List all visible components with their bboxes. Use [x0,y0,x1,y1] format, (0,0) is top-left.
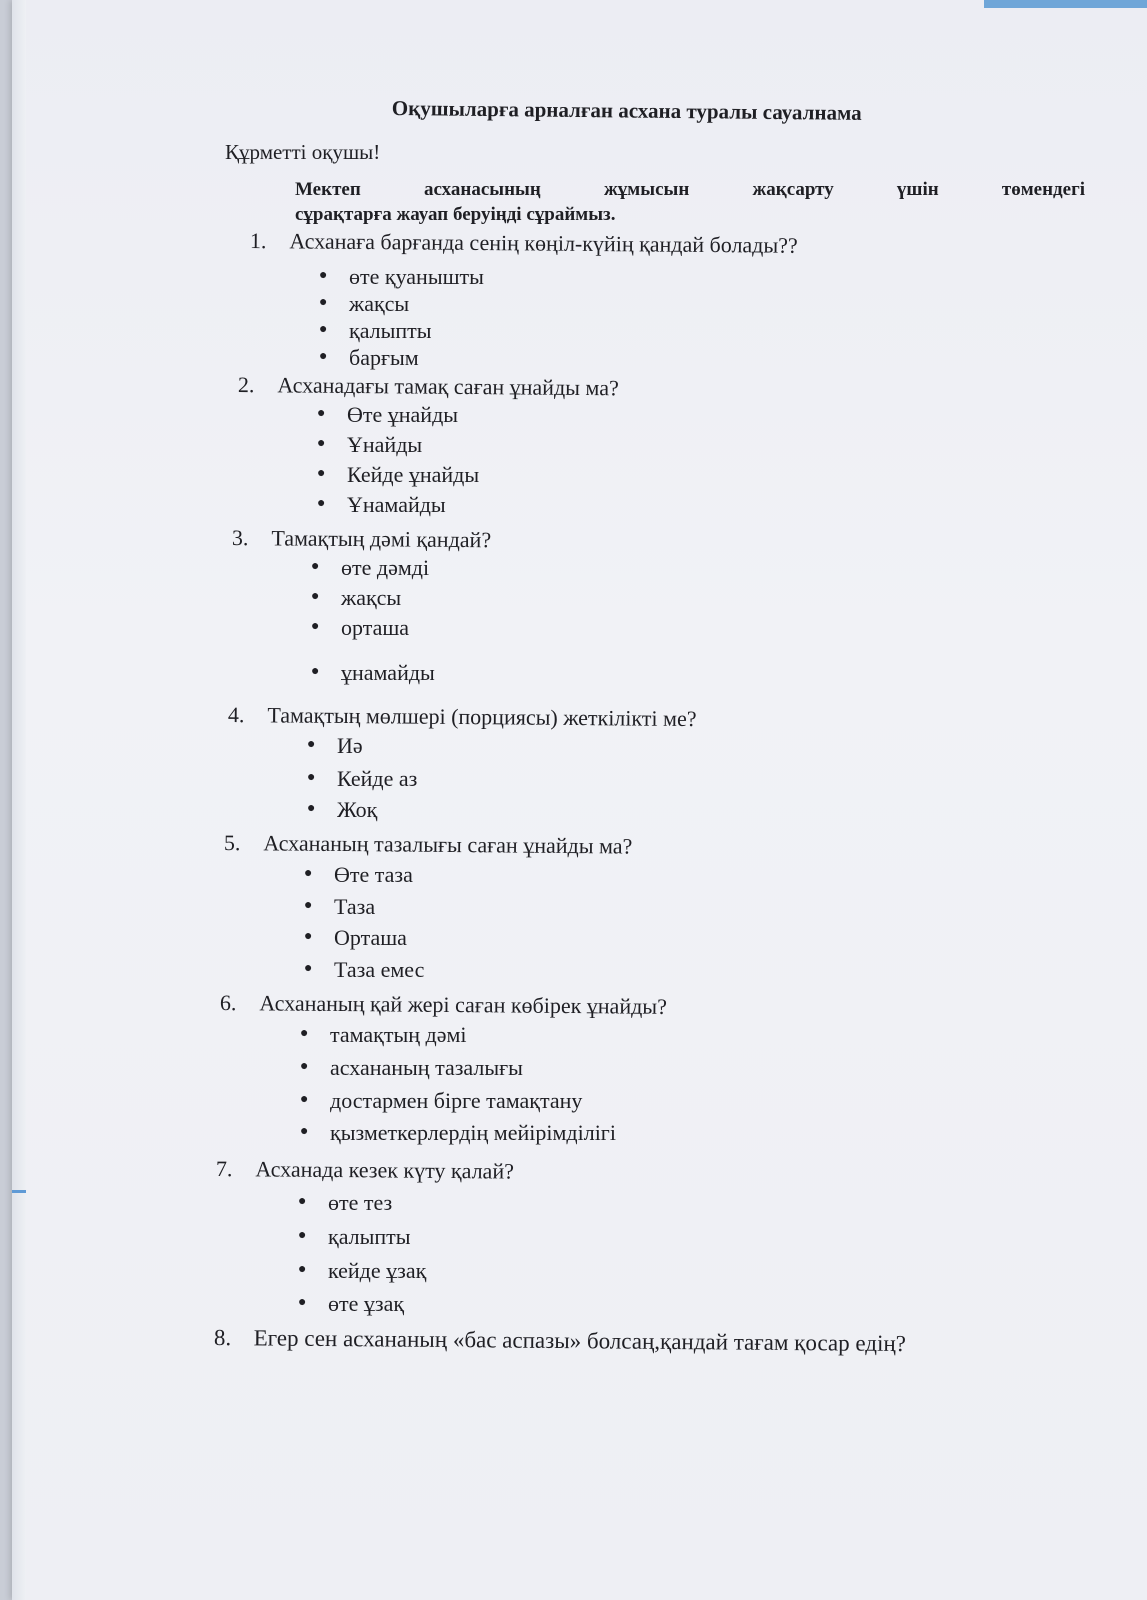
bullet-icon: ● [319,294,328,310]
option-label: Таза [334,894,376,919]
intro-text [295,177,1085,227]
option-label: Өте ұнайды [347,402,459,427]
question-number: 8. [213,1325,232,1351]
bullet-icon: ● [311,618,320,634]
option-2-3[interactable] [317,462,479,488]
intro-line-2: сұрақтарға жауап беруіңді сұраймыз. [295,204,616,225]
bullet-icon: ● [304,928,313,944]
option-label: жақсы [341,585,402,610]
option-label: тамақтың дәмі [330,1022,467,1047]
option-7-3[interactable] [298,1258,426,1284]
option-2-1[interactable] [317,402,458,428]
question-3 [232,525,491,553]
bullet-icon: ● [317,405,326,421]
bullet-icon: ● [317,495,326,511]
bullet-icon: ● [311,663,320,679]
question-number: 5. [223,830,241,856]
survey-title: Оқушыларға арналған асхана туралы сауалнама [391,96,862,125]
option-label: орташа [341,615,410,640]
option-label: Ұнамайды [347,492,446,517]
bullet-icon: ● [307,800,316,816]
greeting: Құрметті оқушы! [225,140,381,164]
option-6-2[interactable] [300,1055,523,1081]
bullet-icon: ● [317,435,326,451]
option-label: қалыпты [349,318,432,343]
question-4 [228,702,697,732]
question-number: 7. [215,1156,233,1182]
question-text: Асхананың тазалығы саған ұнайды ма? [263,830,633,859]
question-text: Асханада кезек күту қалай? [255,1156,515,1184]
question-5 [224,830,633,860]
bullet-icon: ● [319,348,328,364]
option-label: өте тез [328,1190,393,1215]
option-5-1[interactable] [304,862,413,888]
option-label: асхананың тазалығы [330,1055,523,1080]
background-blue-edge [984,0,1147,8]
bullet-icon: ● [319,321,328,337]
option-label: Кейде аз [337,766,418,791]
bullet-icon: ● [317,465,326,481]
bullet-icon: ● [307,769,316,785]
option-1-1[interactable] [319,264,484,290]
question-text: Асханадағы тамақ саған ұнайды ма? [277,372,619,401]
option-5-2[interactable] [304,894,375,920]
question-text: Тамақтың мөлшері (порциясы) жеткілікті ме? [267,702,697,732]
question-number: 1. [249,228,267,254]
option-label: барғым [349,345,419,370]
intro-line-1: Мектеп асханасының жұмысын жақсарту үшін төмендегі [295,179,1085,200]
option-3-2[interactable] [311,585,401,611]
option-3-1[interactable] [311,555,429,581]
question-7 [216,1156,514,1185]
option-label: Кейде ұнайды [347,462,480,487]
question-text: Асханаға барғанда сенің көңіл-күйің қандай болады?? [289,228,798,258]
option-5-4[interactable] [304,957,424,983]
bullet-icon: ● [300,1025,309,1041]
bullet-icon: ● [298,1227,307,1243]
option-label: өте қуанышты [349,264,484,289]
bullet-icon: ● [298,1294,307,1310]
bullet-icon: ● [300,1058,309,1074]
option-2-4[interactable] [317,492,446,518]
option-1-4[interactable] [319,345,419,371]
option-label: қызметкерлердің мейірімділігі [330,1120,616,1145]
survey-sheet [12,0,1147,1600]
bullet-icon: ● [298,1261,307,1277]
option-label: кейде ұзақ [328,1258,427,1283]
question-number: 2. [237,372,255,398]
option-1-2[interactable] [319,291,409,317]
bullet-icon: ● [311,558,320,574]
option-7-4[interactable] [298,1291,404,1317]
option-5-3[interactable] [304,925,407,951]
question-number: 4. [227,702,245,728]
option-3-3[interactable] [311,615,409,641]
option-6-1[interactable] [300,1022,467,1048]
option-6-3[interactable] [300,1088,582,1114]
option-label: Жоқ [337,797,378,822]
option-label: достармен бірге тамақтану [330,1088,583,1113]
question-text: Тамақтың дәмі қандай? [271,525,492,553]
option-label: Таза емес [334,957,425,982]
option-4-1[interactable] [307,733,363,759]
question-number: 6. [219,990,237,1016]
question-6 [220,990,667,1020]
option-7-2[interactable] [298,1224,411,1250]
bullet-icon: ● [304,960,313,976]
option-label: Ұнайды [347,432,423,457]
option-label: өте дәмді [341,555,430,580]
bullet-icon: ● [311,588,320,604]
option-label: ұнамайды [341,660,435,685]
option-6-4[interactable] [300,1120,616,1146]
option-label: өте ұзақ [328,1291,405,1316]
bullet-icon: ● [298,1193,307,1209]
bullet-icon: ● [319,267,328,283]
option-label: Өте таза [334,862,413,887]
bullet-icon: ● [304,865,313,881]
option-3-4[interactable] [311,660,435,686]
paper-edge [12,0,26,1600]
bullet-icon: ● [304,897,313,913]
option-1-3[interactable] [319,318,432,344]
bullet-icon: ● [300,1123,309,1139]
question-8 [214,1325,906,1357]
option-7-1[interactable] [298,1190,392,1216]
option-label: Иә [337,733,363,758]
question-1 [250,228,798,259]
option-label: Орташа [334,925,407,950]
background-blue-edge-left [12,1190,26,1193]
question-2 [238,372,619,401]
bullet-icon: ● [300,1091,309,1107]
option-label: қалыпты [328,1224,411,1249]
question-text: Егер сен асхананың «бас аспазы» болсаң,қандай тағам қосар едің? [253,1325,907,1357]
bullet-icon: ● [307,736,316,752]
question-text: Асхананың қай жері саған көбірек ұнайды? [259,990,668,1019]
option-label: жақсы [349,291,410,316]
option-4-2[interactable] [307,766,417,792]
question-number: 3. [231,525,249,551]
option-2-2[interactable] [317,432,422,458]
option-4-3[interactable] [307,797,377,823]
